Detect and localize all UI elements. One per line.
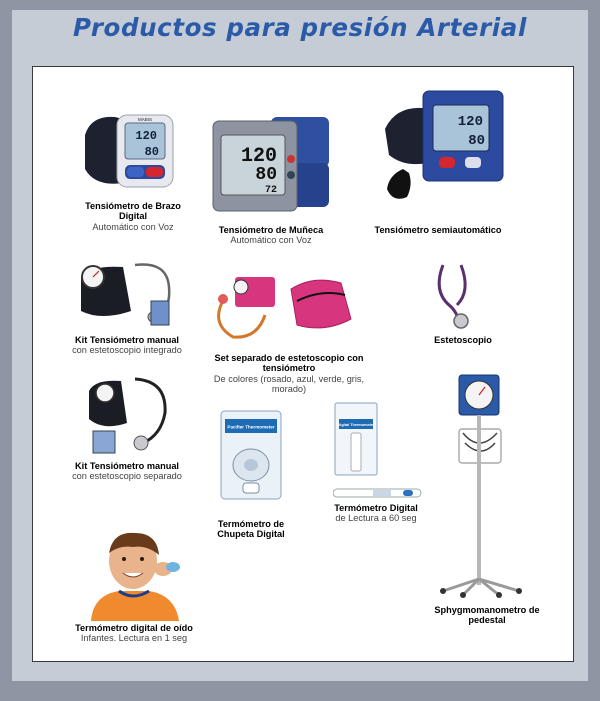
- semi-sys-readout: 120: [457, 114, 483, 130]
- product-name: Kit Tensiómetro manual: [75, 461, 179, 471]
- product-name: Tensiómetro semiautomático: [374, 225, 502, 235]
- product-detail: Automático con Voz: [92, 221, 174, 232]
- product-name: Estetoscopio: [434, 335, 492, 345]
- product-ear-thermometer: [69, 623, 199, 644]
- product-arm-digital: [73, 201, 193, 232]
- arm-sys-readout: 120: [135, 129, 157, 143]
- product-name: Kit Tensiómetro manual: [75, 335, 179, 345]
- product-detail: de Lectura a 60 seg: [335, 513, 417, 524]
- manual-kit-integrated-image: [71, 257, 181, 333]
- product-detail: Infantes. Lectura en 1 seg: [80, 633, 188, 644]
- wrist-pulse-readout: 72: [264, 185, 277, 196]
- product-detail: con estetoscopio integrado: [72, 345, 182, 356]
- product-name: Termómetro digital de oído: [75, 623, 193, 633]
- product-pedestal-sphygmomanometer: [427, 605, 547, 626]
- pacifier-thermometer-image: [219, 409, 283, 505]
- semiauto-monitor-image: [379, 89, 509, 207]
- wrist-sys-readout: 120: [240, 145, 277, 168]
- digital-thermometer-image: [333, 401, 425, 501]
- arm-brand-text: MABIS: [137, 117, 153, 122]
- arm-monitor-image: [81, 107, 181, 195]
- product-manual-kit-integrated: [69, 335, 185, 356]
- wrist-monitor-image: [211, 113, 331, 215]
- stethoscope-image: [431, 261, 485, 331]
- product-manual-kit-separated: [69, 461, 185, 482]
- product-name: Set separado de estetoscopio con tensiómetro: [214, 353, 364, 374]
- page-title: Productos para presión Arterial: [73, 13, 527, 42]
- product-detail: con estetoscopio separado: [72, 471, 182, 482]
- ear-thermometer-child-image: [83, 527, 187, 621]
- product-name: Termómetro Digital: [334, 503, 418, 513]
- product-name: Termómetro de Chupeta Digital: [217, 519, 285, 540]
- product-name: Tensiómetro de Muñeca: [218, 225, 324, 235]
- digital-label: Digital Thermometer: [337, 422, 375, 427]
- semi-dia-readout: 80: [468, 133, 485, 149]
- product-separate-set: [203, 353, 375, 395]
- product-wrist: [205, 225, 337, 246]
- product-detail: De colores (rosado, azul, verde, gris, morado): [213, 373, 365, 395]
- product-name: Sphygmomanometro de pedestal: [434, 605, 540, 626]
- arm-dia-readout: 80: [144, 145, 159, 159]
- pacifier-label: Pacifier Thermometer: [227, 424, 275, 430]
- product-detail: Automático con Voz: [230, 235, 312, 246]
- product-digital-thermometer: [317, 503, 435, 524]
- separate-set-image: [205, 267, 355, 343]
- pedestal-sphygmomanometer-image: [433, 373, 537, 599]
- product-name: Tensiómetro de Brazo Digital: [85, 201, 181, 222]
- product-semiauto: [373, 225, 503, 235]
- product-stethoscope: [413, 335, 513, 345]
- manual-kit-separated-image: [85, 373, 177, 457]
- product-pacifier-thermometer: [203, 519, 299, 540]
- wrist-dia-readout: 80: [255, 165, 277, 185]
- product-board: [32, 66, 574, 662]
